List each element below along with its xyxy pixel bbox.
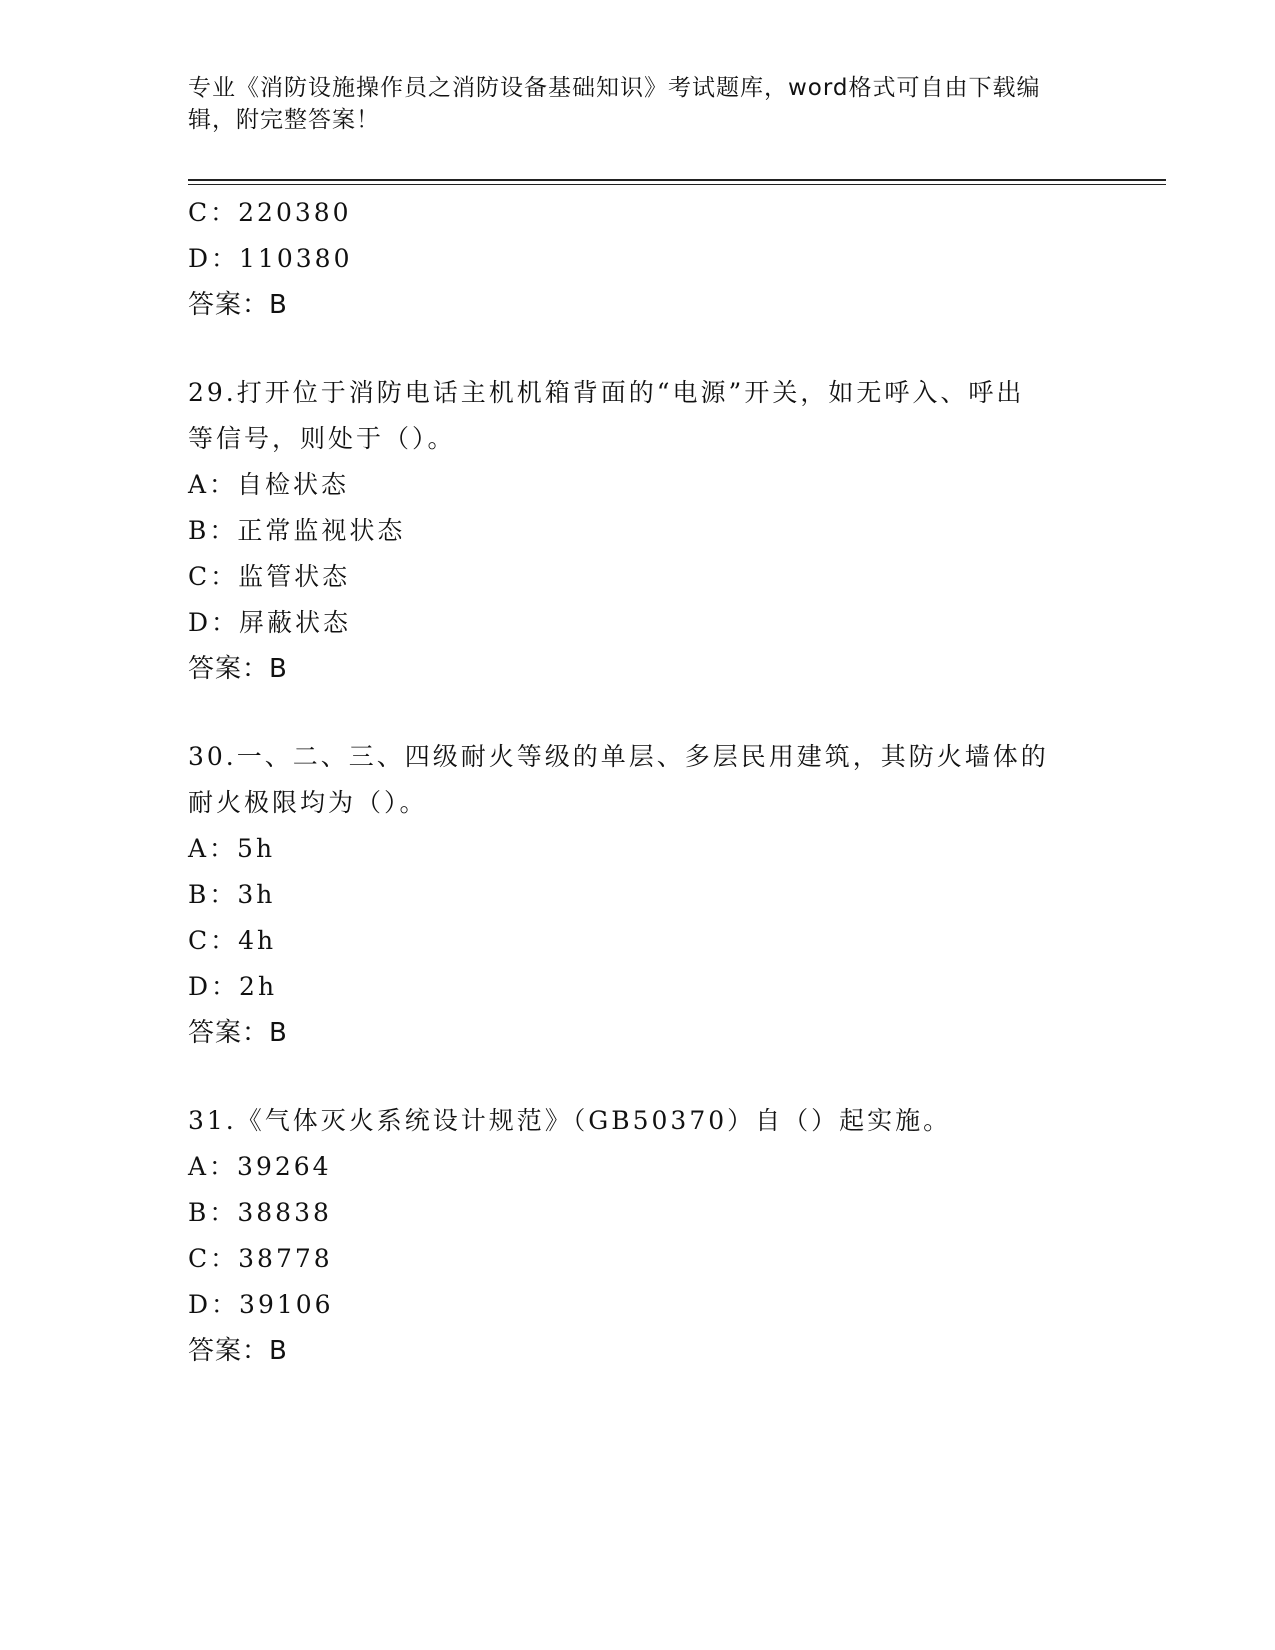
question-text-cont: 等信号，则处于（）。 bbox=[188, 424, 456, 453]
option-d: D：屏蔽状态 bbox=[188, 608, 352, 637]
option-d: D：39106 bbox=[188, 1290, 334, 1319]
option-c: C：220380 bbox=[188, 198, 352, 227]
question-text: 29.打开位于消防电话主机机箱背面的“电源”开关，如无呼入、呼出 bbox=[188, 378, 1025, 407]
question-text: 30.一、二、三、四级耐火等级的单层、多层民用建筑，其防火墙体的 bbox=[188, 742, 1049, 771]
option-b: B：38838 bbox=[188, 1198, 332, 1227]
option-a: A：5h bbox=[188, 834, 276, 863]
option-c: C：监管状态 bbox=[188, 562, 351, 591]
option-a: A：39264 bbox=[188, 1152, 332, 1181]
question-31 bbox=[188, 1098, 1088, 1374]
option-d: D：2h bbox=[188, 972, 278, 1001]
question-text-cont: 耐火极限均为（）。 bbox=[188, 788, 428, 817]
option-c: C：4h bbox=[188, 926, 277, 955]
option-a: A：自检状态 bbox=[188, 470, 350, 499]
option-d: D：110380 bbox=[188, 244, 353, 273]
question-text: 31.《气体灭火系统设计规范》（GB50370）自（）起实施。 bbox=[188, 1106, 952, 1135]
page-header bbox=[188, 72, 1068, 136]
answer-label: 答案：B bbox=[188, 290, 288, 320]
question-list bbox=[188, 190, 1088, 1374]
question-30 bbox=[188, 734, 1088, 1056]
answer-label: 答案：B bbox=[188, 1018, 288, 1048]
header-title-line-2: 辑，附完整答案！ bbox=[188, 107, 380, 133]
answer-label: 答案：B bbox=[188, 654, 288, 684]
question-28-tail bbox=[188, 190, 1088, 328]
option-c: C：38778 bbox=[188, 1244, 333, 1273]
option-b: B：正常监视状态 bbox=[188, 516, 406, 545]
header-divider-thin bbox=[188, 184, 1166, 185]
option-b: B：3h bbox=[188, 880, 276, 909]
header-title-line-1: 专业《消防设施操作员之消防设备基础知识》考试题库，word格式可自由下载编 bbox=[188, 75, 1041, 101]
answer-label: 答案：B bbox=[188, 1336, 288, 1366]
question-29 bbox=[188, 370, 1088, 692]
header-divider bbox=[188, 179, 1166, 181]
